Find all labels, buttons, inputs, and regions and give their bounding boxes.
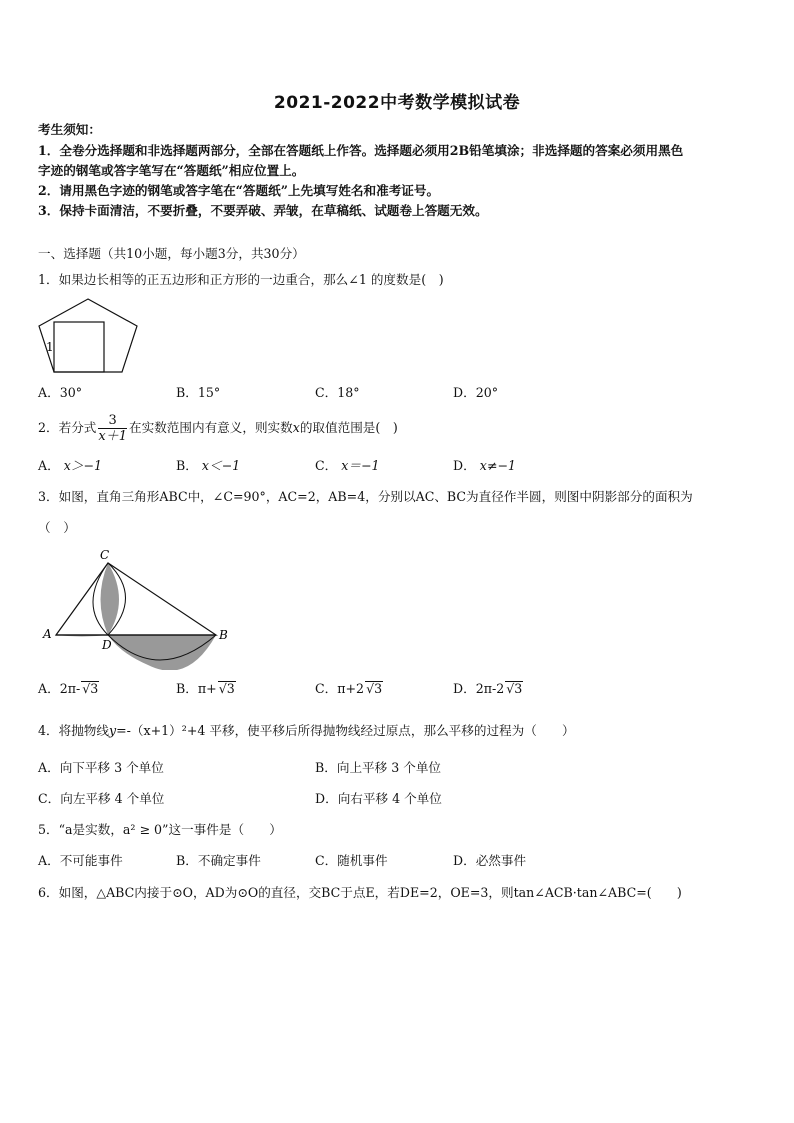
q3-option-a-prefix: A．2π-	[38, 681, 81, 696]
q4-func: y	[108, 723, 117, 738]
label-d: D	[102, 638, 112, 652]
q3-option-a-radicand: 3	[90, 681, 99, 696]
q2-option-b[interactable]	[176, 457, 240, 475]
q2-option-c-math: x＝−1	[341, 458, 380, 473]
q3-option-d-radicand: 3	[514, 681, 523, 696]
q2-option-d-math: x≠−1	[479, 458, 516, 473]
q3-option-d-prefix: D．2π-2	[453, 681, 505, 696]
q2-option-c[interactable]	[315, 457, 380, 475]
q4-prefix: 4．将抛物线	[38, 723, 109, 738]
triangle-abc	[56, 563, 216, 635]
page-title: 2021-2022中考数学模拟试卷	[273, 93, 521, 113]
q3-option-b[interactable]	[176, 680, 236, 698]
q3-option-d-root: √3	[506, 681, 523, 696]
q4-option-b[interactable]: B．向上平移 3 个单位	[315, 760, 442, 775]
q2-option-a[interactable]	[38, 457, 102, 475]
q1-option-b[interactable]: B．15°	[176, 385, 221, 400]
q2-fraction	[98, 413, 127, 444]
notice-line-3: 2．请用黑色字迹的钢笔或答字笔在“答题纸”上先填写姓名和准考证号。	[38, 183, 440, 198]
q5-option-a[interactable]: A．不可能事件	[38, 853, 123, 868]
q1-option-c[interactable]: C．18°	[315, 385, 360, 400]
q5-option-b[interactable]: B．不确定事件	[176, 853, 261, 868]
question-4-text	[38, 722, 575, 740]
q3-option-b-prefix: B．π+	[176, 681, 217, 696]
square-shape	[54, 322, 104, 372]
q2-option-d-label: D．	[453, 458, 476, 473]
q3-option-a-root: √3	[82, 681, 99, 696]
q5-option-d[interactable]: D．必然事件	[453, 853, 527, 868]
q2-suffix2: 的取值范围是( )	[299, 420, 398, 435]
label-b: B	[219, 628, 228, 642]
q2-frac-num: 3	[98, 413, 127, 429]
q2-var: x	[292, 420, 300, 435]
q2-prefix: 2．若分式	[38, 420, 97, 435]
notice-line-4: 3．保持卡面清洁，不要折叠，不要弄破、弄皱，在草稿纸、试题卷上答题无效。	[38, 203, 488, 218]
q3-option-c[interactable]	[315, 680, 383, 698]
q2-option-d[interactable]	[453, 457, 516, 475]
q3-option-b-root: √3	[218, 681, 235, 696]
shaded-region-lower	[108, 635, 216, 670]
question-3-text: 3．如图，直角三角形ABC中，∠C=90°，AC=2，AB=4，分别以AC、BC为直径作半圆，则图中阴影部分的面积为	[38, 489, 693, 504]
q4-option-a[interactable]: A．向下平移 3 个单位	[38, 760, 164, 775]
notice-line-2: 字迹的钢笔或答字笔写在“答题纸”相应位置上。	[38, 163, 305, 178]
triangle-semicircles-figure	[38, 545, 238, 670]
q3-option-c-radicand: 3	[374, 681, 383, 696]
notice-line-1: 1．全卷分选择题和非选择题两部分，全部在答题纸上作答。选择题必须用2B铅笔填涂；非选择题的答案必须用黑色	[38, 143, 684, 158]
q3-option-c-prefix: C．π+2	[315, 681, 365, 696]
angle-1-label: 1	[46, 340, 54, 354]
q2-option-b-math: x＜−1	[201, 458, 241, 473]
q2-option-a-math: x＞−1	[63, 458, 102, 473]
notice-heading: 考生须知：	[38, 122, 101, 137]
question-5-text: 5．“a是实数，a² ≥ 0”这一事件是（ ）	[38, 822, 282, 837]
q2-option-b-label: B．	[176, 458, 198, 473]
label-a: A	[43, 627, 52, 641]
q1-option-a[interactable]: A．30°	[38, 385, 83, 400]
section-heading: 一、选择题（共10小题，每小题3分，共30分）	[38, 246, 305, 261]
q3-option-a[interactable]	[38, 680, 99, 698]
question-1-text: 1．如果边长相等的正五边形和正方形的一边重合，那么∠1 的度数是( )	[38, 272, 444, 287]
q2-option-c-label: C．	[315, 458, 338, 473]
q3-option-b-radicand: 3	[226, 681, 235, 696]
q5-option-c[interactable]: C．随机事件	[315, 853, 388, 868]
q4-option-d[interactable]: D．向右平移 4 个单位	[315, 791, 442, 806]
q2-option-a-label: A．	[38, 458, 60, 473]
question-6-text: 6．如图，△ABC内接于⊙O，AD为⊙O的直径，交BC于点E，若DE=2，OE=3，则tan∠ACB·tan∠ABC=( )	[38, 885, 682, 900]
q3-option-d[interactable]	[453, 680, 523, 698]
q1-option-d[interactable]: D．20°	[453, 385, 499, 400]
q2-frac-den: x＋1	[98, 429, 127, 444]
question-2-text	[38, 410, 398, 446]
q3-option-c-root: √3	[366, 681, 383, 696]
q2-suffix: 在实数范围内有意义，则实数	[129, 420, 293, 435]
q4-option-c[interactable]: C．向左平移 4 个单位	[38, 791, 165, 806]
q4-body: =-（x+1）²+4 平移，使平移后所得抛物线经过原点，那么平移的过程为（ ）	[116, 723, 575, 738]
pentagon-square-figure	[36, 296, 146, 376]
question-3-paren: （ ）	[38, 520, 76, 535]
label-c: C	[100, 548, 110, 562]
